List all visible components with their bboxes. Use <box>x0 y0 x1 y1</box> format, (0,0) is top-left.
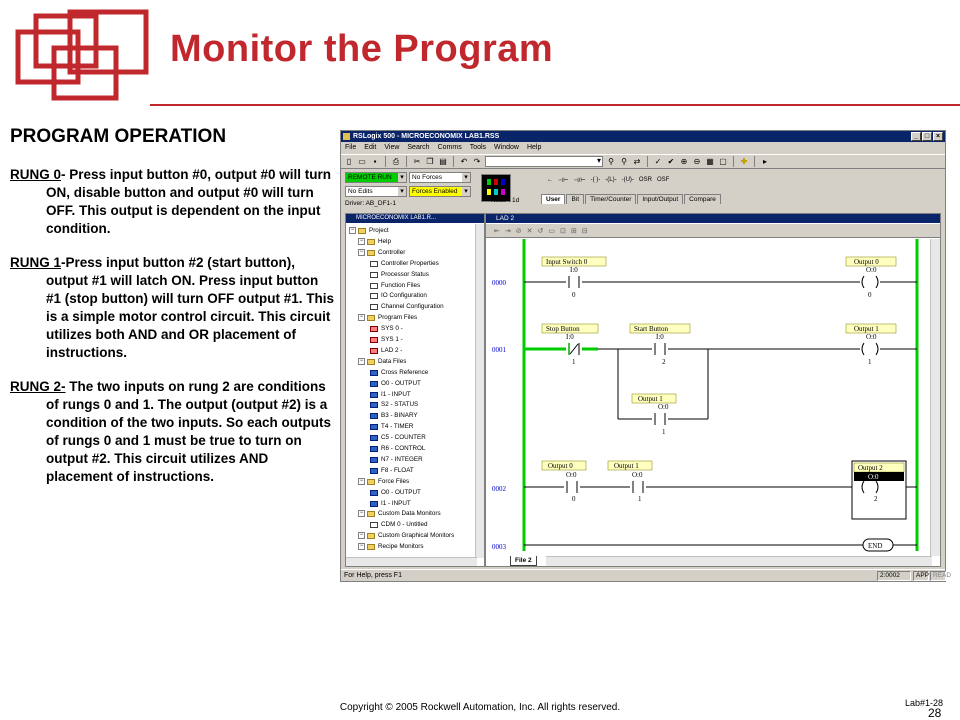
rung-2-xic-contact-2[interactable] <box>630 481 646 493</box>
ladder-title: LAD 2 <box>496 215 515 222</box>
rung-0-output-bit: 0 <box>868 291 872 299</box>
menu-file[interactable]: File <box>345 144 357 151</box>
rung-1-text: -Press input button #2 (start button), output #1 will latch ON. Press input button #1 (stop button) will turn OFF output #1. This is a simple motor control circuit. This circuit utilizes both AND and OR placement of instructions. <box>46 255 334 360</box>
datafile-icon <box>370 446 378 452</box>
expand-toggle-icon[interactable]: − <box>350 227 355 233</box>
instr-osr[interactable]: OSR <box>638 177 652 183</box>
status-position: 2:0002 <box>877 571 911 581</box>
rung-1-xic-seal-contact[interactable] <box>652 413 668 425</box>
instr-otu[interactable]: -(U)- <box>621 177 634 183</box>
project-tree-window <box>345 213 485 567</box>
instr-xic[interactable]: ⊣⊢ <box>558 177 569 184</box>
tab-input-output[interactable]: Input/Output <box>637 194 683 204</box>
rung-1-xic-start-contact[interactable] <box>652 343 668 355</box>
node-text: Node : 1d <box>491 197 520 204</box>
expand-toggle-icon[interactable]: − <box>359 314 364 321</box>
tree-item-label: LAD 2 - <box>381 346 403 354</box>
add-rung-icon[interactable]: ✚ <box>740 156 748 166</box>
tree-item-label: Channel Configuration <box>381 303 444 311</box>
copy-icon[interactable]: ❐ <box>426 156 434 166</box>
tree-item-label: Project <box>369 227 389 234</box>
menu-help[interactable]: Help <box>526 144 542 151</box>
tree-item-label: Help <box>378 237 391 245</box>
tree-item[interactable] <box>359 357 407 367</box>
copyright-footer: Copyright © 2005 Rockwell Automation, Inc. All rights reserved. <box>339 702 621 713</box>
rung-1-xio-stop-contact[interactable] <box>566 343 582 355</box>
ladder-tool-icon[interactable]: ✕ <box>526 227 533 235</box>
tab-bit[interactable]: Bit <box>566 194 584 204</box>
rung-0-output-addr: O:0 <box>866 266 877 274</box>
rung-0-output-name: Output 0 <box>854 258 879 266</box>
rung-1-seal-bit: 1 <box>662 428 666 436</box>
rung-number: 0000 <box>492 279 506 287</box>
tree-item-label: Controller Properties <box>381 259 439 267</box>
cross-ref-icon[interactable]: ▦ <box>706 156 714 166</box>
tree-item-label: N7 - INTEGER <box>381 455 423 463</box>
ladder-tool-icon[interactable]: ⊟ <box>581 227 588 235</box>
cut-icon[interactable]: ✂ <box>413 156 421 166</box>
rung-1-stop-bit: 1 <box>572 358 576 366</box>
tree-item[interactable] <box>370 488 421 498</box>
rung-2-output-name: Output 2 <box>858 464 883 472</box>
folder-icon <box>367 479 375 485</box>
close-button[interactable]: × <box>933 132 943 141</box>
mode-dropdown[interactable] <box>345 172 407 183</box>
menu-search[interactable]: Search <box>407 144 430 151</box>
tree-item-label: F8 - FLOAT <box>381 466 414 474</box>
main-toolbar <box>341 154 945 169</box>
expand-toggle-icon[interactable]: − <box>359 543 364 550</box>
tree-horizontal-scrollbar[interactable] <box>346 557 477 566</box>
datafile-icon <box>370 457 378 463</box>
tree-item[interactable] <box>370 335 403 345</box>
tree-item[interactable] <box>370 520 428 530</box>
rung-0-text: - Press input button #0, output #0 will turn ON, disable button and output #0 will turn OFF. This output is dependent on the input condition. <box>46 167 332 236</box>
lab-reference: Lab#1-28 <box>905 698 944 708</box>
rung-1-start-addr: I:0 <box>656 333 664 341</box>
datafile-icon <box>370 381 378 387</box>
forces-text: No Forces <box>412 174 442 181</box>
status-read: READ <box>930 571 946 581</box>
doc-icon <box>370 522 378 528</box>
rung-2-in1-bit: 0 <box>572 495 576 503</box>
rung-number: 0001 <box>492 346 506 354</box>
tree-item[interactable] <box>370 281 420 291</box>
rung-1-output-bit: 1 <box>868 358 872 366</box>
open-folder-icon[interactable]: ▭ <box>358 156 366 166</box>
menu-tools[interactable]: Tools <box>469 144 487 151</box>
rung-2-ote-coil[interactable] <box>860 481 880 493</box>
mode-text: REMOTE RUN <box>348 174 392 181</box>
status-mode: APP <box>913 571 929 581</box>
tree-item[interactable] <box>370 390 411 400</box>
tree-item-label: Custom Data Monitors <box>378 510 441 518</box>
tree-item[interactable] <box>359 313 418 323</box>
rung-number: 0003 <box>492 543 506 551</box>
instruction-palette <box>541 172 931 212</box>
rung-2-description <box>10 378 335 486</box>
doc-icon <box>370 304 378 310</box>
tree-item[interactable] <box>370 379 421 389</box>
tab-timer-counter[interactable]: Timer/Counter <box>585 194 636 204</box>
tree-item-label: SYS 0 - <box>381 325 403 333</box>
tree-item[interactable] <box>370 433 426 443</box>
rung-2-in2-bit: 1 <box>638 495 642 503</box>
tree-item-label: R6 - CONTROL <box>381 445 426 452</box>
tree-item[interactable] <box>370 368 428 378</box>
menu-edit[interactable]: Edit <box>364 144 377 151</box>
datafile-icon <box>370 413 378 419</box>
tree-item-label: Cross Reference <box>381 368 429 376</box>
app-title: RSLogix 500 - MICROECONOMIX LAB1.RSS <box>353 133 500 140</box>
print-icon[interactable]: ⎙ <box>392 156 400 166</box>
chevron-down-icon: ▾ <box>462 187 470 196</box>
verify-icon[interactable]: ✓ <box>654 156 662 166</box>
rung-0-input-addr: I:0 <box>570 266 578 274</box>
doc-icon <box>370 283 378 289</box>
tree-item-label: SYS 1 - <box>381 336 403 343</box>
tree-item-label: IO Configuration <box>381 292 427 300</box>
rung-2-label: RUNG 2- <box>10 379 66 394</box>
rung-1-start-name: Start Button <box>634 325 669 333</box>
tree-item[interactable] <box>350 226 389 236</box>
doc-icon <box>370 261 378 267</box>
rung-0-description <box>10 166 335 238</box>
tree-item[interactable] <box>359 237 391 247</box>
tree-item[interactable] <box>370 259 439 269</box>
tree-item-label: I1 - INPUT <box>381 499 411 507</box>
folder-icon <box>367 544 375 550</box>
folder-icon <box>367 359 375 365</box>
rung-1-description <box>10 254 335 362</box>
tree-item-label: S2 - STATUS <box>381 401 419 409</box>
rung-1-stop-addr: I:0 <box>566 333 574 341</box>
tab-compare[interactable]: Compare <box>684 194 721 204</box>
ladder-tool-icon[interactable]: ↺ <box>537 227 544 235</box>
rung-2-in1-addr: O:0 <box>566 471 577 479</box>
tree-item-label: CDM 0 - Untitled <box>381 521 428 529</box>
find-icon[interactable]: ⚲ <box>608 156 614 166</box>
forces-dropdown[interactable] <box>409 172 471 183</box>
ladder-tool-icon[interactable]: ⊡ <box>560 227 566 235</box>
rung-2-in2-addr: O:0 <box>632 471 643 479</box>
rung-2-text: The two inputs on rung 2 are conditions of rungs 0 and 1. The output (output #2) is a condition of the two inputs. So each outputs of rungs 0 and 1 must be true to turn on output #2. This circuit utilizes AND placement of instructions. <box>46 379 331 484</box>
tree-item[interactable] <box>370 444 425 454</box>
doc-icon <box>370 293 378 299</box>
tree-item[interactable] <box>359 531 455 541</box>
rung-0-label: RUNG 0 <box>10 167 62 182</box>
rung-1-label: RUNG 1 <box>10 255 62 270</box>
doc-icon <box>370 272 378 278</box>
ladder-tool-icon[interactable]: ⇥ <box>504 227 511 235</box>
rung-1-output-name: Output 1 <box>854 325 879 333</box>
end-instruction <box>863 539 893 551</box>
zoom-out-icon[interactable]: ⊖ <box>693 156 701 166</box>
rung-0-input-name: Input Switch 0 <box>546 258 588 266</box>
ladder-horizontal-scrollbar[interactable] <box>546 556 932 566</box>
tree-item[interactable] <box>370 302 444 312</box>
tree-item[interactable] <box>370 346 402 356</box>
tree-item[interactable] <box>370 270 429 280</box>
tree-item[interactable] <box>359 477 410 487</box>
rung-2-in2-name: Output 1 <box>614 462 639 470</box>
instr-otl[interactable]: -(L)- <box>605 177 617 183</box>
expand-toggle-icon[interactable]: − <box>359 532 364 539</box>
save-icon[interactable]: ▪ <box>373 156 377 166</box>
ladder-vertical-scrollbar[interactable] <box>930 239 940 556</box>
tree-item[interactable] <box>359 509 441 519</box>
ladder-icon <box>370 337 378 343</box>
rung-2-xic-contact-1[interactable] <box>564 481 580 493</box>
folder-icon <box>367 533 375 539</box>
expand-toggle-icon[interactable]: − <box>359 237 364 244</box>
menu-window[interactable]: Window <box>494 144 519 151</box>
expand-toggle-icon[interactable]: − <box>359 357 364 364</box>
find-all-icon[interactable]: ⚲ <box>621 156 627 166</box>
menu-view[interactable]: View <box>384 144 400 151</box>
folder-icon <box>367 315 375 321</box>
rung-2-output-bit: 2 <box>874 495 878 503</box>
tree-item[interactable] <box>370 466 414 476</box>
rung-2-addr-highlight <box>854 472 904 481</box>
online-status-panel <box>345 172 541 212</box>
status-bar <box>341 569 952 581</box>
new-file-icon[interactable]: ▯ <box>346 156 352 166</box>
expand-toggle-icon[interactable]: − <box>359 510 364 517</box>
menu-comms[interactable]: Comms <box>437 144 462 151</box>
tree-item-label: Controller <box>378 248 406 256</box>
tree-item-label: C5 - COUNTER <box>381 434 426 442</box>
datafile-icon <box>370 424 378 430</box>
tree-item-label: Recipe Monitors <box>378 543 424 551</box>
tree-item[interactable] <box>370 291 427 301</box>
tree-item-label: Processor Status <box>381 270 429 278</box>
instruction-bar <box>541 174 841 186</box>
menu-bar <box>341 142 945 153</box>
replace-icon[interactable]: ⇄ <box>633 156 641 166</box>
tree-item[interactable] <box>370 455 423 465</box>
minimize-button[interactable]: _ <box>911 132 921 141</box>
tree-item-label: O0 - OUTPUT <box>381 379 421 387</box>
tree-item[interactable] <box>359 248 406 258</box>
ladder-window <box>485 213 941 567</box>
maximize-button[interactable]: □ <box>922 132 932 141</box>
datafile-icon <box>370 501 378 507</box>
edits-text: No Edits <box>348 188 373 195</box>
forces-enabled-text: Forces Enabled <box>412 188 458 195</box>
verify-project-icon[interactable]: ✔ <box>667 156 675 166</box>
chevron-down-icon: ▾ <box>398 173 406 182</box>
driver-text: Driver: AB_DF1-1 <box>345 200 396 207</box>
rung-1-output-addr: O:0 <box>866 333 877 341</box>
ladder-diagram <box>486 239 932 556</box>
tree-item-label: Function Files <box>381 281 421 289</box>
datafile-icon <box>370 402 378 408</box>
tree-item[interactable] <box>370 411 418 421</box>
app-titlebar <box>341 131 945 142</box>
rslogix-window <box>340 130 952 582</box>
rung-1-stop-name: Stop Button <box>546 325 580 333</box>
ladder-canvas <box>486 239 932 556</box>
tree-item-label: B3 - BINARY <box>381 412 418 420</box>
folder-icon <box>367 250 375 256</box>
rung-1-start-bit: 2 <box>662 358 666 366</box>
expand-toggle-icon[interactable]: − <box>359 248 364 255</box>
paste-icon[interactable]: ▤ <box>439 156 447 166</box>
explanation-column <box>10 118 335 502</box>
end-label: END <box>868 542 883 550</box>
forces-enabled-dropdown[interactable] <box>409 186 471 197</box>
ladder-tool-icon[interactable]: ⊞ <box>570 227 577 235</box>
title-divider <box>150 104 960 106</box>
tree-item[interactable] <box>370 422 413 432</box>
ladder-toolbar <box>486 224 940 238</box>
rung-2-in1-name: Output 0 <box>548 462 573 470</box>
tab-user[interactable]: User <box>541 194 565 204</box>
redo-icon[interactable]: ↷ <box>473 156 481 166</box>
rung-2-output-addr: O:0 <box>868 473 879 481</box>
tree-item[interactable] <box>359 542 424 552</box>
page-number: 28 <box>928 706 942 720</box>
rung-0-ote-coil[interactable] <box>860 276 880 288</box>
section-heading: PROGRAM OPERATION <box>10 126 227 147</box>
datafile-icon <box>370 435 378 441</box>
search-combo[interactable] <box>485 156 603 167</box>
window-icon[interactable]: ▢ <box>719 156 727 166</box>
instr-back[interactable]: ← <box>547 177 553 183</box>
folder-icon <box>367 511 375 517</box>
folder-icon <box>358 228 366 234</box>
edits-dropdown[interactable] <box>345 186 407 197</box>
tree-item-label: Force Files <box>378 477 410 485</box>
instruction-tabs <box>541 194 721 204</box>
tree-item-label: I1 - INPUT <box>381 390 411 398</box>
slide-title: Monitor the Program <box>170 28 554 70</box>
ladder-tool-icon[interactable]: ⇤ <box>494 227 500 235</box>
app-icon <box>343 133 350 140</box>
instr-ote[interactable]: -( )- <box>590 177 601 183</box>
tree-item[interactable] <box>370 324 403 334</box>
file-tab[interactable]: File 2 <box>510 556 537 566</box>
status-help: For Help, press F1 <box>344 572 402 579</box>
datafile-icon <box>370 392 378 398</box>
datafile-icon <box>370 370 378 376</box>
rung-number: 0002 <box>492 485 506 493</box>
tree-item-label: Data Files <box>378 357 407 365</box>
tree-title-text: MICROECONOMIX LAB1.R... <box>356 215 437 221</box>
rung-1-seal-addr: O:0 <box>658 403 669 411</box>
next-arrow-icon[interactable]: ▸ <box>762 156 767 166</box>
undo-icon[interactable]: ↶ <box>460 156 468 166</box>
datafile-icon <box>370 490 378 496</box>
ladder-tool-icon[interactable]: ▭ <box>548 227 555 235</box>
tree-item-label: O0 - OUTPUT <box>381 488 421 496</box>
tree-item[interactable] <box>370 400 418 410</box>
rung-1-ote-coil[interactable] <box>860 343 880 355</box>
tree-item[interactable] <box>370 499 411 509</box>
tree-item-label: Program Files <box>378 314 418 322</box>
ladder-icon <box>370 348 378 354</box>
ladder-icon <box>370 326 378 332</box>
rung-1-seal-name: Output 1 <box>638 395 663 403</box>
tree-vertical-scrollbar[interactable] <box>475 224 484 558</box>
folder-icon <box>367 239 375 245</box>
chevron-down-icon: ▾ <box>398 187 406 196</box>
chevron-down-icon: ▾ <box>462 173 470 182</box>
datafile-icon <box>370 468 378 474</box>
zoom-in-icon[interactable]: ⊕ <box>680 156 688 166</box>
rung-0-input-bit: 0 <box>572 291 576 299</box>
company-logo <box>14 8 154 104</box>
rung-0-xic-contact[interactable] <box>566 276 582 288</box>
expand-toggle-icon[interactable]: − <box>359 477 364 484</box>
project-tree <box>346 224 476 554</box>
ladder-titlebar <box>486 214 940 223</box>
project-tree-title <box>346 214 484 223</box>
ladder-tool-icon[interactable]: ⊘ <box>515 227 522 235</box>
tree-item-label: T4 - TIMER <box>381 423 414 431</box>
instr-xio[interactable]: ⊣/⊢ <box>573 177 586 184</box>
tree-item-label: Custom Graphical Monitors <box>378 532 455 540</box>
instr-osf[interactable]: OSF <box>656 177 670 183</box>
